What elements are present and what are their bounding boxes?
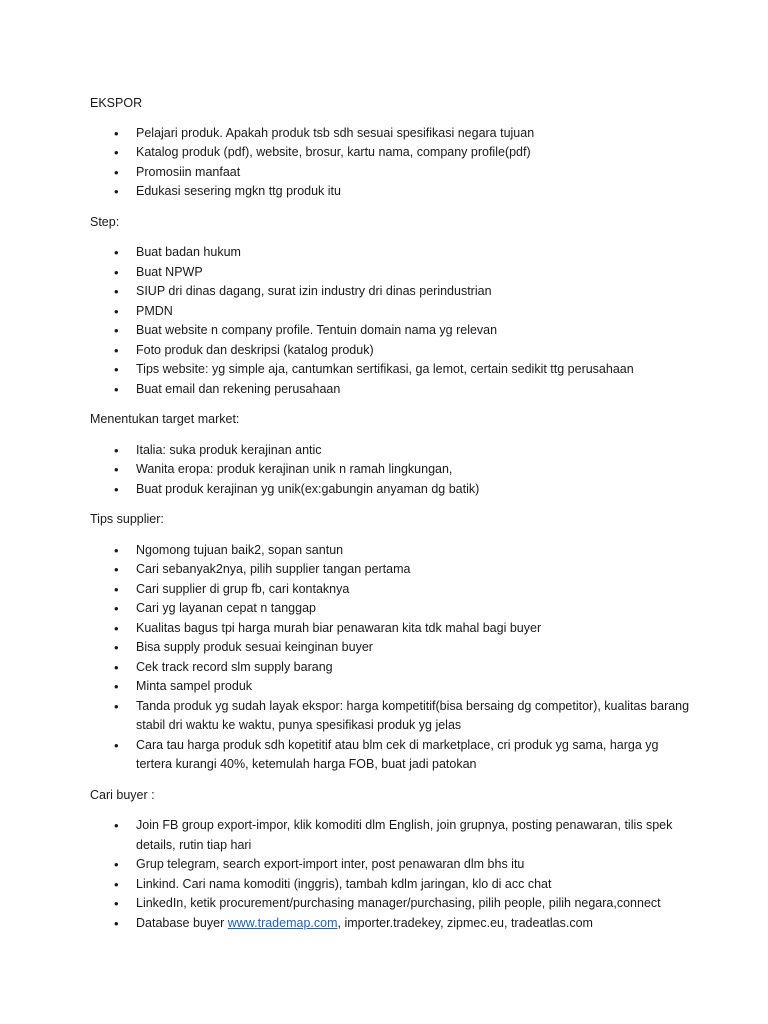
list-item: • Buat website n company profile. Tentuin domain nama yg relevan [90,321,690,341]
list-item: • Italia: suka produk kerajinan antic [90,441,690,461]
list-item: • Minta sampel produk [90,677,690,697]
list-ekspor [90,124,690,202]
list-item: • Promosiin manfaat [90,163,690,183]
list-item: • Foto produk dan deskripsi (katalog produk) [90,341,690,361]
list-item: • Tanda produk yg sudah layak ekspor: harga kompetitif(bisa bersaing dg competitor), kualitas barang stabil dri waktu ke waktu, punya spesifikasi produk yg jelas [90,697,690,736]
list-item-text: , importer.tradekey, zipmec.eu, tradeatlas.com [337,915,593,930]
list-item: • Linkind. Cari nama komoditi (inggris), tambah kdlm jaringan, klo di acc chat [90,875,690,895]
list-cari-buyer [90,816,690,933]
list-item: • Kualitas bagus tpi harga murah biar penawaran kita tdk mahal bagi buyer [90,619,690,639]
heading-cari-buyer: Cari buyer : [90,787,155,802]
list-item: • Bisa supply produk sesuai keinginan buyer [90,638,690,658]
list-item: • Wanita eropa: produk kerajinan unik n ramah lingkungan, [90,460,690,480]
list-item: • Pelajari produk. Apakah produk tsb sdh sesuai spesifikasi negara tujuan [90,124,690,144]
list-item: • Grup telegram, search export-import inter, post penawaran dlm bhs itu [90,855,690,875]
list-item: • Cek track record slm supply barang [90,658,690,678]
document-body [90,94,690,933]
list-target-market [90,441,690,500]
heading-target-market: Menentukan target market: [90,412,240,426]
heading-ekspor: EKSPOR [90,96,143,110]
list-step [90,243,690,399]
list-tips-supplier [90,541,690,775]
list-item: • Ngomong tujuan baik2, sopan santun [90,541,690,561]
list-item: • Buat produk kerajinan yg unik(ex:gabungin anyaman dg batik) [90,480,690,500]
list-item: • PMDN [90,302,690,322]
list-item: • LinkedIn, ketik procurement/purchasing manager/purchasing, pilih people, pilih negara,connect [90,894,690,914]
list-item: • Cari sebanyak2nya, pilih supplier tangan pertama [90,560,690,580]
list-item [90,914,690,934]
list-item: • Tips website: yg simple aja, cantumkan sertifikasi, ga lemot, certain sedikit ttg perusahaan [90,360,690,380]
heading-tips-supplier: Tips supplier: [90,512,164,526]
list-item: • SIUP dri dinas dagang, surat izin industry dri dinas perindustrian [90,282,690,302]
heading-step: Step: [90,214,120,229]
list-item: • Buat badan hukum [90,243,690,263]
list-item: • Katalog produk (pdf), website, brosur, kartu nama, company profile(pdf) [90,143,690,163]
list-item: • Cari yg layanan cepat n tanggap [90,599,690,619]
list-item: • Join FB group export-impor, klik komoditi dlm English, join grupnya, posting penawaran, tilis spek details, rutin tiap hari [90,816,690,855]
list-item: • Buat NPWP [90,263,690,283]
trademap-link[interactable]: www.trademap.com [227,915,338,930]
list-item: • Buat email dan rekening perusahaan [90,380,690,400]
list-item-text: Database buyer [136,915,228,930]
list-item: • Edukasi sesering mgkn ttg produk itu [90,182,690,202]
list-item: • Cara tau harga produk sdh kopetitif atau blm cek di marketplace, cri produk yg sama, harga yg tertera kurangi 40%, ketemulah harga FOB, buat jadi patokan [90,736,690,775]
list-item: • Cari supplier di grup fb, cari kontaknya [90,580,690,600]
